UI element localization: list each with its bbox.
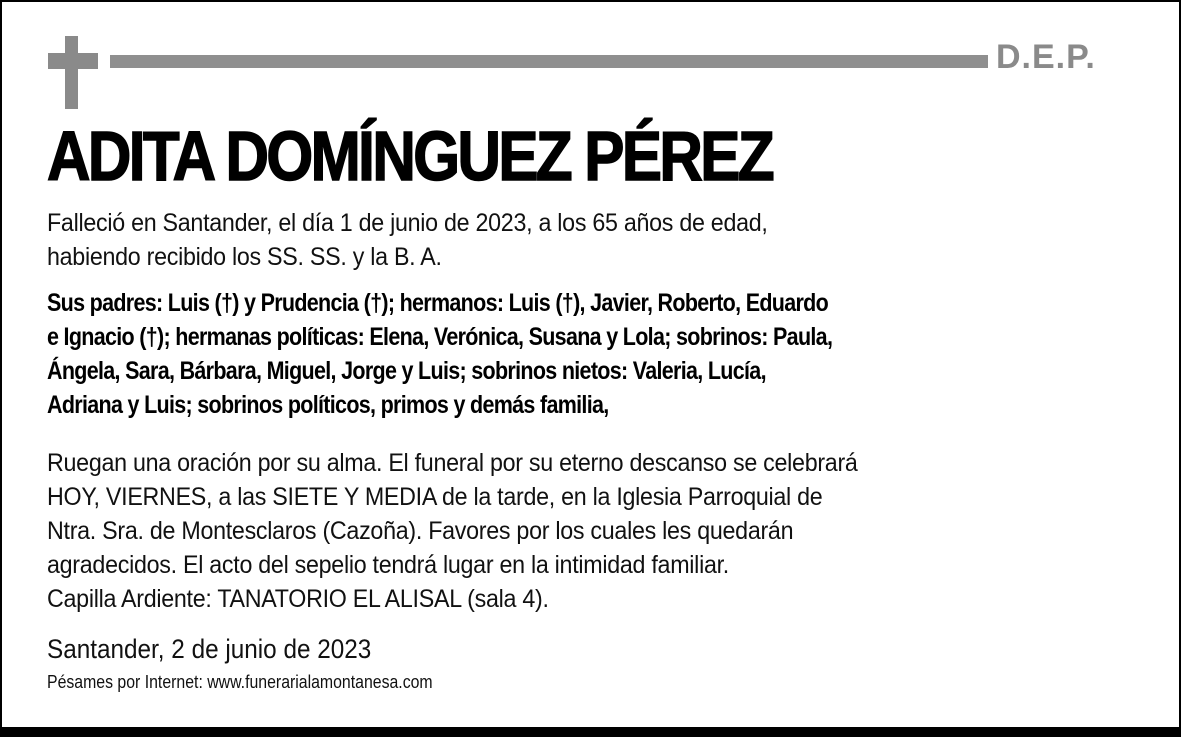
text-line: Ruegan una oración por su alma. El funeral por su eterno descanso se celebrará (47, 449, 858, 477)
text-line: Adriana y Luis; sobrinos políticos, primos y demás familia, (47, 391, 609, 419)
dep-label: D.E.P. (996, 38, 1096, 76)
family-paragraph (47, 286, 960, 422)
text-line: agradecidos. El acto del sepelio tendrá lugar en la intimidad familiar. (47, 551, 729, 579)
condolences-link[interactable]: Pésames por Internet: www.funerarialamontanesa.com (47, 672, 433, 692)
text-line: Falleció en Santander, el día 1 de junio de 2023, a los 65 años de edad, (47, 209, 768, 237)
text-line: Capilla Ardiente: TANATORIO EL ALISAL (sala 4). (47, 585, 549, 613)
text-line: Ntra. Sra. de Montesclaros (Cazoña). Favores por los cuales les quedarán (47, 517, 794, 545)
text-line: Ángela, Sara, Bárbara, Miguel, Jorge y Luis; sobrinos nietos: Valeria, Lucía, (47, 357, 766, 385)
text-line: HOY, VIERNES, a las SIETE Y MEDIA de la tarde, en la Iglesia Parroquial de (47, 483, 823, 511)
bottom-rule (0, 727, 1181, 737)
header-rule (110, 55, 988, 68)
deceased-name: ADITA DOMÍNGUEZ PÉREZ (47, 117, 773, 195)
service-paragraph (47, 446, 919, 616)
text-line: Sus padres: Luis (†) y Prudencia (†); hermanos: Luis (†), Javier, Roberto, Eduardo (47, 289, 829, 317)
place-date: Santander, 2 de junio de 2023 (47, 634, 372, 664)
intro-paragraph (47, 206, 822, 274)
text-line: e Ignacio (†); hermanas políticas: Elena, Verónica, Susana y Lola; sobrinos: Paula, (47, 323, 833, 351)
text-line: habiendo recibido los SS. SS. y la B. A. (47, 243, 442, 271)
